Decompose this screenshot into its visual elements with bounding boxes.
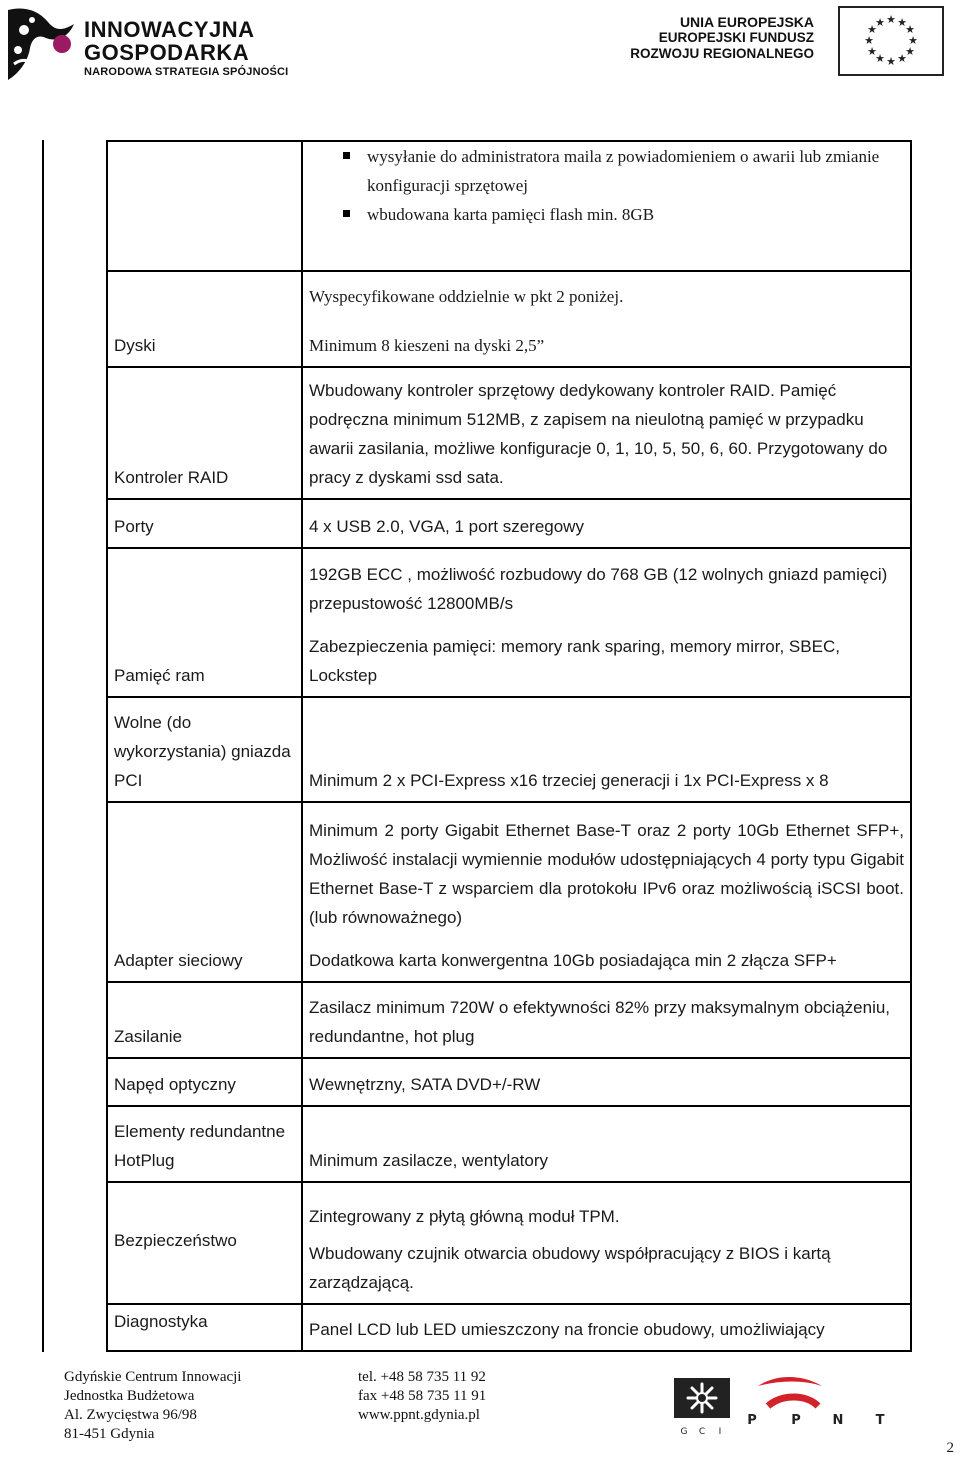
row-value	[302, 271, 911, 367]
table-row	[107, 1182, 911, 1304]
svg-text:★: ★	[897, 52, 907, 65]
page-number: 2	[946, 1440, 954, 1456]
logo-line-gospodarka: GOSPODARKA	[84, 40, 250, 65]
footer-website: www.ppnt.gdynia.pl	[358, 1407, 480, 1423]
gci-ppnt-logo-icon	[672, 1376, 892, 1442]
logo-subtitle: NARODOWA STRATEGIA SPÓJNOŚCI	[84, 66, 289, 78]
specification-table	[106, 140, 912, 1352]
list-item	[335, 142, 904, 200]
svg-text:★: ★	[875, 52, 885, 65]
table-row	[107, 697, 911, 802]
svg-text:★: ★	[864, 34, 874, 47]
table-row	[107, 1304, 911, 1351]
table-row	[107, 499, 911, 548]
bullet-text: wysyłanie do administratora maila z powiadomieniem o awarii lub zmianie konfiguracji sprzętowej	[367, 147, 880, 195]
row-label-empty	[107, 141, 302, 271]
row-value-paragraph: 192GB ECC , możliwość rozbudowy do 768 GB (12 wolnych gniazd pamięci) przepustowość 12800MB/s	[309, 565, 888, 613]
footer-fax: fax +48 58 735 11 91	[358, 1388, 487, 1404]
footer-organization	[64, 1368, 241, 1444]
row-value	[302, 802, 911, 982]
row-label: Diagnostyka	[107, 1304, 302, 1351]
table-row	[107, 982, 911, 1058]
intro-bullet-list	[309, 142, 904, 229]
row-label: Elementy redundantne HotPlug	[107, 1106, 302, 1182]
table-row	[107, 1058, 911, 1106]
row-label: Zasilanie	[107, 982, 302, 1058]
row-label: Kontroler RAID	[107, 367, 302, 499]
svg-text:★: ★	[905, 23, 915, 36]
row-value: Zasilacz minimum 720W o efektywności 82% przy maksymalnym obciążeniu, redundantne, hot plug	[302, 982, 911, 1058]
svg-text:★: ★	[905, 45, 915, 58]
ppnt-letter: P	[747, 1413, 757, 1428]
table-row	[107, 1106, 911, 1182]
ppnt-letter: P	[791, 1413, 801, 1428]
row-value-line: Wyspecyfikowane oddzielnie w pkt 2 poniżej.	[309, 287, 624, 306]
row-label: Napęd optyczny	[107, 1058, 302, 1106]
row-value-paragraph: Zabezpieczenia pamięci: memory rank sparing, memory mirror, SBEC, Lockstep	[309, 637, 840, 685]
row-label: Dyski	[107, 271, 302, 367]
eu-line-unia: UNIA EUROPEJSKA	[679, 14, 814, 30]
row-value	[302, 1182, 911, 1304]
innowacyjna-gospodarka-logo	[4, 4, 304, 90]
row-value: Minimum zasilacze, wentylatory	[302, 1106, 911, 1182]
bullet-square-icon	[343, 210, 350, 217]
table-row	[107, 548, 911, 697]
row-value	[302, 548, 911, 697]
bullet-square-icon	[343, 152, 350, 159]
row-value-bullets	[302, 141, 911, 271]
eu-wordmark	[630, 14, 814, 62]
row-value-paragraph: Wbudowany czujnik otwarcia obudowy współpracujący z BIOS i kartą zarządzającą.	[309, 1244, 831, 1292]
row-label: Adapter sieciowy	[107, 802, 302, 982]
row-value: Minimum 2 x PCI-Express x16 trzeciej generacji i 1x PCI-Express x 8	[302, 697, 911, 802]
page-left-border	[42, 140, 44, 1352]
svg-text:★: ★	[897, 16, 907, 29]
logo-line-innowacyjna: INNOWACYJNA	[84, 17, 255, 42]
gci-letter: I	[718, 1427, 722, 1437]
row-label: Pamięć ram	[107, 548, 302, 697]
footer-line: 81-451 Gdynia	[64, 1426, 155, 1442]
row-value-paragraph: Minimum 2 porty Gigabit Ethernet Base-T oraz 2 porty 10Gb Ethernet SFP+, Możliwość instalacji wymiennie modułów udostępniających 4 porty typu Gigabit Ethernet Base-T z wsparciem dla protokołu IPv6 oraz możliwością iSCSI boot. (lub równoważnego)	[309, 821, 904, 927]
svg-text:★: ★	[908, 34, 918, 47]
eu-line-rozwoju: ROZWOJU REGIONALNEGO	[630, 46, 814, 61]
svg-text:★: ★	[886, 13, 896, 26]
table-row	[107, 141, 911, 271]
gci-letter: C	[698, 1427, 706, 1437]
row-value-paragraph: Dodatkowa karta konwergentna 10Gb posiadająca min 2 złącza SFP+	[309, 951, 837, 970]
ppnt-letter: T	[875, 1413, 885, 1428]
row-value: 4 x USB 2.0, VGA, 1 port szeregowy	[302, 499, 911, 548]
table-row	[107, 802, 911, 982]
svg-text:★: ★	[886, 55, 896, 68]
bullet-text: wbudowana karta pamięci flash min. 8GB	[367, 205, 655, 224]
eu-line-fundusz: EUROPEJSKI FUNDUSZ	[658, 30, 814, 45]
footer-line: Gdyńskie Centrum Innowacji	[64, 1369, 242, 1385]
footer-line: Al. Zwycięstwa 96/98	[64, 1407, 197, 1423]
list-item	[335, 200, 904, 229]
row-value: Wbudowany kontroler sprzętowy dedykowany kontroler RAID. Pamięć podręczna minimum 512MB, z zapisem na nieulotną pamięć w przypadku awarii zasilania, możliwe konfiguracje 0, 1, 10, 5, 50, 6, 60. Przygotowany do pracy z dyskami ssd sata.	[302, 367, 911, 499]
gci-letter: G	[680, 1427, 688, 1437]
row-value: Wewnętrzny, SATA DVD+/-RW	[302, 1058, 911, 1106]
table-row	[107, 271, 911, 367]
svg-text:★: ★	[867, 23, 877, 36]
svg-text:★: ★	[867, 45, 877, 58]
row-value-line: Minimum 8 kieszeni na dyski 2,5”	[309, 336, 545, 355]
footer-contact	[358, 1368, 486, 1425]
footer-line: Jednostka Budżetowa	[64, 1388, 195, 1404]
row-value: Panel LCD lub LED umieszczony na froncie obudowy, umożliwiający	[302, 1304, 911, 1351]
innowacyjna-gospodarka-emblem-icon	[4, 4, 78, 84]
row-label: Wolne (do wykorzystania) gniazda PCI	[107, 697, 302, 802]
table-row	[107, 367, 911, 499]
footer-phone: tel. +48 58 735 11 92	[358, 1369, 486, 1385]
row-value-paragraph: Zintegrowany z płytą główną moduł TPM.	[309, 1207, 620, 1226]
row-label: Porty	[107, 499, 302, 548]
innowacyjna-gospodarka-wordmark	[84, 18, 288, 80]
ppnt-letter: N	[832, 1413, 844, 1428]
svg-text:★: ★	[875, 16, 885, 29]
row-label: Bezpieczeństwo	[107, 1182, 302, 1304]
eu-logo	[630, 6, 944, 78]
eu-flag-icon	[838, 6, 944, 76]
